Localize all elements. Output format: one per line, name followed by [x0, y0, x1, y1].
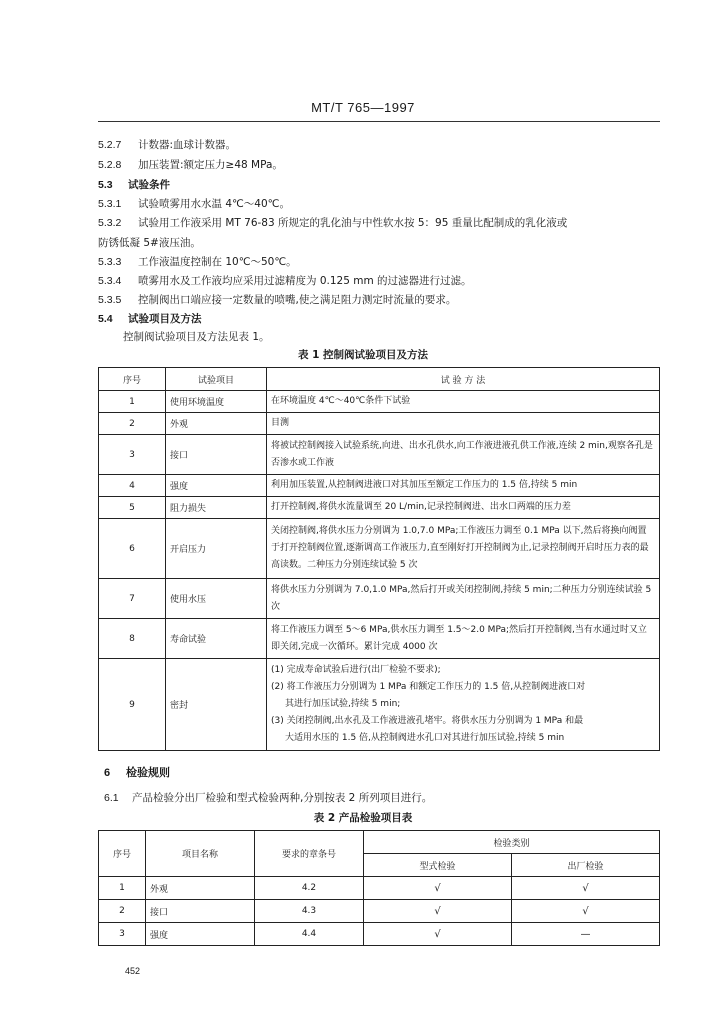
row-no: 3 — [99, 923, 146, 946]
clause-text: 计数器:血球计数器。 — [138, 139, 237, 151]
check-mark-factory: — — [512, 923, 660, 946]
table-row — [99, 435, 660, 475]
row-item: 使用环境温度 — [166, 391, 267, 413]
row-method: 关闭控制阀,将供水压力分别调为 1.0,7.0 MPa;工作液压力调至 0.1 MPa 以下,然后将换向阀置于打开控制阀位置,逐渐调高工作液压力,直至刚好打开控制阀为止,记录控制阀开启时压力表的最高读数。二种压力分别连续试验 5 次 — [267, 519, 660, 579]
row-item: 强度 — [166, 475, 267, 497]
row-item: 密封 — [166, 659, 267, 751]
clause-number: 5.3.1 — [98, 198, 122, 210]
row-no: 9 — [99, 659, 166, 751]
clause-6-1 — [104, 790, 432, 806]
table1-caption: 表 1 控制阀试验项目及方法 — [297, 349, 429, 361]
clause-5-2-8 — [98, 157, 283, 173]
method-line: (1) 完成寿命试验后进行(出厂检验不要求); — [271, 665, 441, 675]
header-item: 试验项目 — [166, 368, 267, 391]
clause-text: 喷雾用水及工作液均应采用过滤精度为 0.125 mm 的过滤器进行过滤。 — [138, 275, 472, 287]
header-rule — [98, 121, 660, 122]
row-clause: 4.3 — [255, 900, 364, 923]
row-method: 在环境温度 4℃～40℃条件下试验 — [267, 391, 660, 413]
row-no: 2 — [99, 413, 166, 435]
clause-5-3-5 — [98, 292, 456, 308]
row-no: 6 — [99, 519, 166, 579]
section-6-heading — [104, 765, 170, 781]
table1-intro: 控制阀试验项目及方法见表 1。 — [123, 331, 270, 343]
clause-title: 试验条件 — [128, 179, 170, 191]
table-row — [99, 497, 660, 519]
table-row — [99, 391, 660, 413]
row-item: 开启压力 — [166, 519, 267, 579]
table2-caption: 表 2 产品检验项目表 — [313, 812, 413, 824]
row-method: 目测 — [267, 413, 660, 435]
row-name: 接口 — [146, 900, 255, 923]
table-row — [99, 475, 660, 497]
section-title: 检验规则 — [126, 766, 170, 779]
header-type-test: 型式检验 — [364, 854, 512, 877]
method-line: (3) 关闭控制阀,出水孔及工作液进液孔堵牢。将供水压力分别调为 1 MPa 和最 — [271, 716, 584, 726]
clause-5-3-3 — [98, 254, 297, 270]
section-number: 6 — [104, 767, 111, 779]
header-category: 检验类别 — [364, 831, 660, 854]
inspection-items-table — [98, 830, 660, 946]
row-no: 1 — [99, 391, 166, 413]
clause-text: 加压装置:额定压力≥48 MPa。 — [138, 159, 283, 171]
clause-5-3-4 — [98, 273, 472, 289]
header-name: 项目名称 — [146, 831, 255, 877]
clause-number: 5.3.2 — [98, 217, 122, 229]
standard-number: MT/T 765—1997 — [311, 100, 415, 115]
clause-text: 试验喷雾用水水温 4℃～40℃。 — [138, 198, 290, 210]
clause-5-4 — [98, 311, 202, 327]
clause-number: 5.3.5 — [98, 294, 122, 306]
header-no: 序号 — [99, 831, 146, 877]
header-clause: 要求的章条号 — [255, 831, 364, 877]
method-line: 大适用水压的 1.5 倍,从控制阀进水孔口对其进行加压试验,持续 5 min — [285, 733, 565, 743]
row-name: 强度 — [146, 923, 255, 946]
row-no: 8 — [99, 619, 166, 659]
clause-text: 工作液温度控制在 10℃～50℃。 — [138, 256, 297, 268]
clause-number: 5.2.7 — [98, 139, 122, 151]
clause-5-3-2 — [98, 215, 567, 231]
row-no: 7 — [99, 579, 166, 619]
row-no: 2 — [99, 900, 146, 923]
method-line: (2) 将工作液压力分别调为 1 MPa 和额定工作压力的 1.5 倍,从控制阀进液口对 — [271, 682, 586, 692]
clause-number: 5.3 — [98, 179, 113, 191]
row-item: 使用水压 — [166, 579, 267, 619]
row-item: 寿命试验 — [166, 619, 267, 659]
clause-title: 试验项目及方法 — [128, 313, 202, 325]
clause-number: 5.2.8 — [98, 159, 122, 171]
row-name: 外观 — [146, 877, 255, 900]
clause-5-2-7 — [98, 137, 236, 153]
row-clause: 4.4 — [255, 923, 364, 946]
clause-number: 6.1 — [104, 792, 119, 804]
check-mark-type: √ — [364, 923, 512, 946]
clause-number: 5.3.4 — [98, 275, 122, 287]
table-row — [99, 877, 660, 900]
check-mark-factory: √ — [512, 877, 660, 900]
clause-text-continued: 防锈低凝 5#液压油。 — [98, 237, 201, 249]
row-method: 将被试控制阀接入试验系统,向进、出水孔供水,向工作液进液孔供工作液,连续 2 min,观察各孔是否渗水或工作液 — [267, 435, 660, 475]
row-no: 1 — [99, 877, 146, 900]
row-method — [267, 659, 660, 751]
row-no: 5 — [99, 497, 166, 519]
table-header-row — [99, 368, 660, 391]
table-header-row — [99, 831, 660, 854]
row-method: 打开控制阀,将供水流量调至 20 L/min,记录控制阀进、出水口两端的压力差 — [267, 497, 660, 519]
clause-text: 产品检验分出厂检验和型式检验两种,分别按表 2 所列项目进行。 — [132, 792, 433, 804]
row-clause: 4.2 — [255, 877, 364, 900]
clause-text: 试验用工作液采用 MT 76-83 所规定的乳化油与中性软水按 5：95 重量比配制成的乳化液或 — [138, 217, 568, 229]
table-row — [99, 923, 660, 946]
row-item: 阻力损失 — [166, 497, 267, 519]
check-mark-type: √ — [364, 900, 512, 923]
table-row — [99, 519, 660, 579]
clause-5-3 — [98, 177, 170, 193]
clause-number: 5.3.3 — [98, 256, 122, 268]
row-method: 将工作液压力调至 5～6 MPa,供水压力调至 1.5～2.0 MPa;然后打开控制阀,当有水通过时又立即关闭,完成一次循环。累计完成 4000 次 — [267, 619, 660, 659]
check-mark-factory: √ — [512, 900, 660, 923]
row-method: 将供水压力分别调为 7.0,1.0 MPa,然后打开或关闭控制阀,持续 5 min;二种压力分别连续试验 5 次 — [267, 579, 660, 619]
table-row — [99, 579, 660, 619]
row-no: 3 — [99, 435, 166, 475]
clause-5-3-1 — [98, 196, 290, 212]
clause-number: 5.4 — [98, 313, 113, 325]
header-factory-test: 出厂检验 — [512, 854, 660, 877]
row-no: 4 — [99, 475, 166, 497]
test-methods-table — [98, 367, 660, 751]
row-method: 利用加压装置,从控制阀进液口对其加压至额定工作压力的 1.5 倍,持续 5 min — [267, 475, 660, 497]
table-row — [99, 900, 660, 923]
row-item: 外观 — [166, 413, 267, 435]
table-row — [99, 413, 660, 435]
clause-text: 控制阀出口端应接一定数量的喷嘴,使之满足阻力测定时流量的要求。 — [138, 294, 457, 306]
table-row — [99, 619, 660, 659]
row-item: 接口 — [166, 435, 267, 475]
page-number: 452 — [125, 966, 141, 976]
method-line: 其进行加压试验,持续 5 min; — [285, 699, 401, 709]
clause-5-3-2-cont — [98, 235, 201, 251]
table-row — [99, 659, 660, 751]
check-mark-type: √ — [364, 877, 512, 900]
header-no: 序号 — [99, 368, 166, 391]
header-method: 试 验 方 法 — [267, 368, 660, 391]
